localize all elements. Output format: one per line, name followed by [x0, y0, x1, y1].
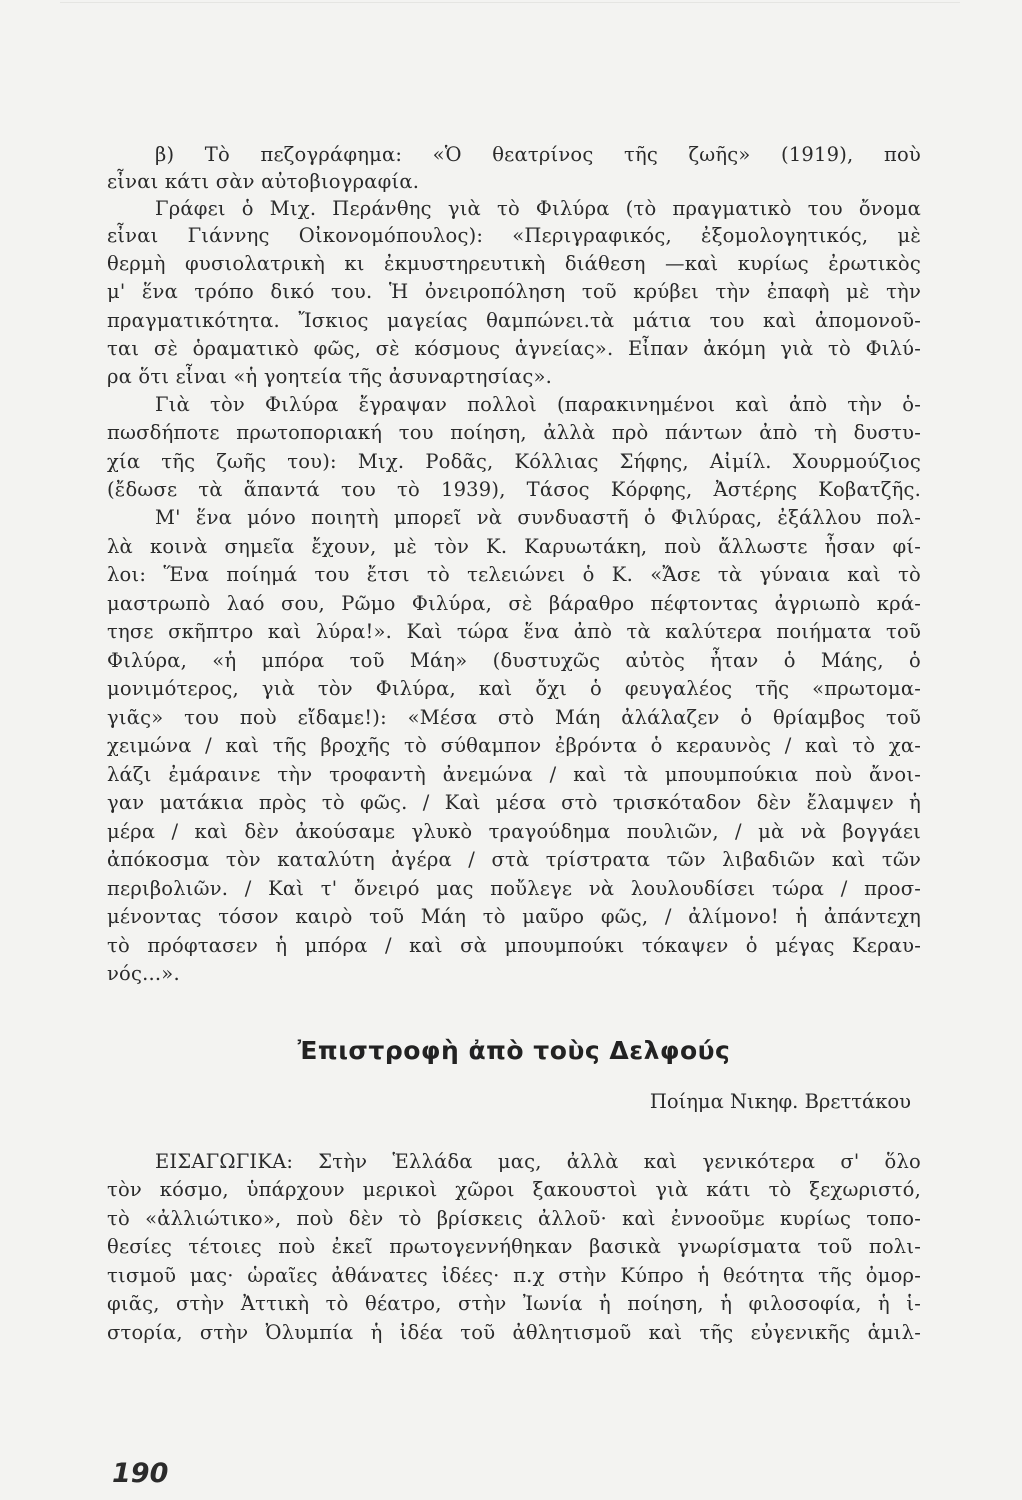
article-byline: Ποίημα Νικηφ. Βρεττάκου [649, 1090, 911, 1113]
page-edge-mark [60, 2, 960, 23]
text-line: Γιὰ τὸν Φιλύρα ἔγραψαν πολλοὶ (παρακινημένοι καὶ ἀπὸ τὴν ὁ- [155, 393, 921, 416]
text-line: πωσδήποτε πρωτοποριακή του ποίηση, ἀλλὰ πρὸ πάντων ἀπὸ τὴ δυστυ- [107, 421, 921, 444]
text-line: θεσίες τέτοιες ποὺ ἐκεῖ πρωτογεννήθηκαν βασικὰ γνωρίσματα τοῦ πολι- [107, 1235, 921, 1258]
text-line: τισμοῦ μας· ὡραῖες ἀθάνατες ἰδέες· π.χ στὴν Κύπρο ἡ θεότητα τῆς ὀμορ- [107, 1264, 921, 1287]
text-line: εἶναι κάτι σὰν αὐτοβιογραφία. [107, 170, 420, 193]
text-line: Φιλύρα, «ἡ μπόρα τοῦ Μάη» (δυστυχῶς αὐτὸς ἦταν ὁ Μάης, ὁ [107, 649, 921, 672]
text-line: θερμὴ φυσιολατρικὴ κι ἐκμυστηρευτικὴ διάθεση —καὶ κυρίως ἐρωτικὸς [107, 252, 921, 275]
text-line: ται σὲ ὁραματικὸ φῶς, σὲ κόσμους ἁγνείας». Εἶπαν ἀκόμη γιὰ τὸ Φιλύ- [107, 337, 921, 360]
text-line: λοι: Ἕνα ποίημά του ἔτσι τὸ τελειώνει ὁ Κ. «Ἄσε τὰ γύναια καὶ τὸ [107, 563, 921, 586]
text-line: χία τῆς ζωῆς του): Μιχ. Ροδᾶς, Κόλλιας Σήφης, Αἰμίλ. Χουρμούζιος [107, 450, 921, 473]
text-line: ἀπόκοσμα τὸν καταλύτη ἀγέρα / στὰ τρίστρατα τῶν λιβαδιῶν καὶ τῶν [107, 848, 921, 871]
text-line: μ' ἕνα τρόπο δικό του. Ἡ ὀνειροπόληση τοῦ κρύβει τὴν ἐπαφὴ μὲ τὴν [107, 280, 921, 303]
text-line: φιᾶς, στὴν Ἀττικὴ τὸ θέατρο, στὴν Ἰωνία ἡ ποίηση, ἡ φιλοσοφία, ἡ ἱ- [107, 1292, 921, 1315]
text-line: Μ' ἕνα μόνο ποιητὴ μπορεῖ νὰ συνδυαστῆ ὁ Φιλύρας, ἐξάλλου πολ- [155, 506, 921, 529]
text-line: μένοντας τόσον καιρὸ τοῦ Μάη τὸ μαῦρο φῶς, / ἀλίμονο! ἡ ἀπάντεχη [107, 905, 921, 928]
text-line: γιᾶς» του ποὺ εἴδαμε!): «Μέσα στὸ Μάη ἀλάλαζεν ὁ θρίαμβος τοῦ [107, 706, 921, 729]
text-line: πραγματικότητα. Ἴσκιος μαγείας θαμπώνει.τὰ μάτια του καὶ ἀπομονοῦ- [107, 309, 921, 332]
text-line: γαν ματάκια πρὸς τὸ φῶς. / Καὶ μέσα στὸ τρισκόταδον δὲν ἔλαμψεν ἡ [107, 791, 921, 814]
text-line: περιβολιῶν. / Καὶ τ' ὄνειρό μας ποὔλεγε νὰ λουλουδίσει τώρα / προσ- [107, 877, 921, 900]
article-title: Ἐπιστροφὴ ἀπὸ τοὺς Δελφούς [297, 1036, 731, 1065]
text-line: τησε σκῆπτρο καὶ λύρα!». Καὶ τώρα ἕνα ἀπὸ τὰ καλύτερα ποιήματα τοῦ [107, 620, 921, 643]
text-line: τὸ «ἀλλιώτικο», ποὺ δὲν τὸ βρίσκεις ἀλλοῦ· καὶ ἐννοοῦμε κυρίως τοπο- [107, 1207, 921, 1230]
text-line: στορία, στὴν Ὀλυμπία ἡ ἰδέα τοῦ ἀθλητισμοῦ καὶ τῆς εὐγενικῆς ἁμιλ- [107, 1321, 921, 1344]
text-line: λάζι ἐμάραινε τὴν τροφαντὴ ἀνεμώνα / καὶ τὰ μπουμπούκια ποὺ ἄνοι- [107, 763, 921, 786]
text-line: τὸν κόσμο, ὑπάρχουν μερικοὶ χῶροι ξακουστοὶ γιὰ κάτι τὸ ξεχωριστό, [107, 1178, 921, 1201]
text-line: μέρα / καὶ δὲν ἀκούσαμε γλυκὸ τραγούδημα πουλιῶν, / μὰ νὰ βογγάει [107, 820, 921, 843]
text-line: νός...». [107, 962, 180, 985]
text-line: λὰ κοινὰ σημεῖα ἔχουν, μὲ τὸν Κ. Καρυωτάκη, ποὺ ἄλλωστε ἦσαν φί- [107, 535, 921, 558]
text-line: Γράφει ὁ Μιχ. Περάνθης γιὰ τὸ Φιλύρα (τὸ πραγματικὸ του ὄνομα [155, 197, 921, 220]
text-line: χειμώνα / καὶ τῆς βροχῆς τὸ σύθαμπον ἐβρόντα ὁ κεραυνὸς / καὶ τὸ χα- [107, 734, 921, 757]
text-line: β) Τὸ πεζογράφημα: «Ὁ θεατρίνος τῆς ζωῆς» (1919), ποὺ [155, 143, 921, 166]
page-number: 190 [112, 1458, 169, 1489]
text-line: ρα ὅτι εἶναι «ἡ γοητεία τῆς ἀσυναρτησίας». [107, 365, 553, 388]
text-line: (ἔδωσε τὰ ἅπαντά του τὸ 1939), Τάσος Κόρφης, Ἀστέρης Κοβατζῆς. [107, 478, 921, 501]
text-line: ΕΙΣΑΓΩΓΙΚΑ: Στὴν Ἑλλάδα μας, ἀλλὰ καὶ γενικότερα σ' ὅλο [155, 1150, 921, 1173]
text-line: μονιμότερος, γιὰ τὸν Φιλύρα, καὶ ὄχι ὁ φευγαλέος τῆς «πρωτομα- [107, 677, 921, 700]
text-line: τὸ πρόφτασεν ἡ μπόρα / καὶ σὰ μπουμπούκι τόκαψεν ὁ μέγας Κεραυ- [107, 934, 921, 957]
text-line: μαστρωπὸ λαό σου, Ρῶμο Φιλύρα, σὲ βάραθρο πέφτοντας ἀγριωπὸ κρά- [107, 592, 921, 615]
text-line: εἶναι Γιάννης Οἰκονομόπουλος): «Περιγραφικός, ἐξομολογητικός, μὲ [107, 224, 921, 247]
